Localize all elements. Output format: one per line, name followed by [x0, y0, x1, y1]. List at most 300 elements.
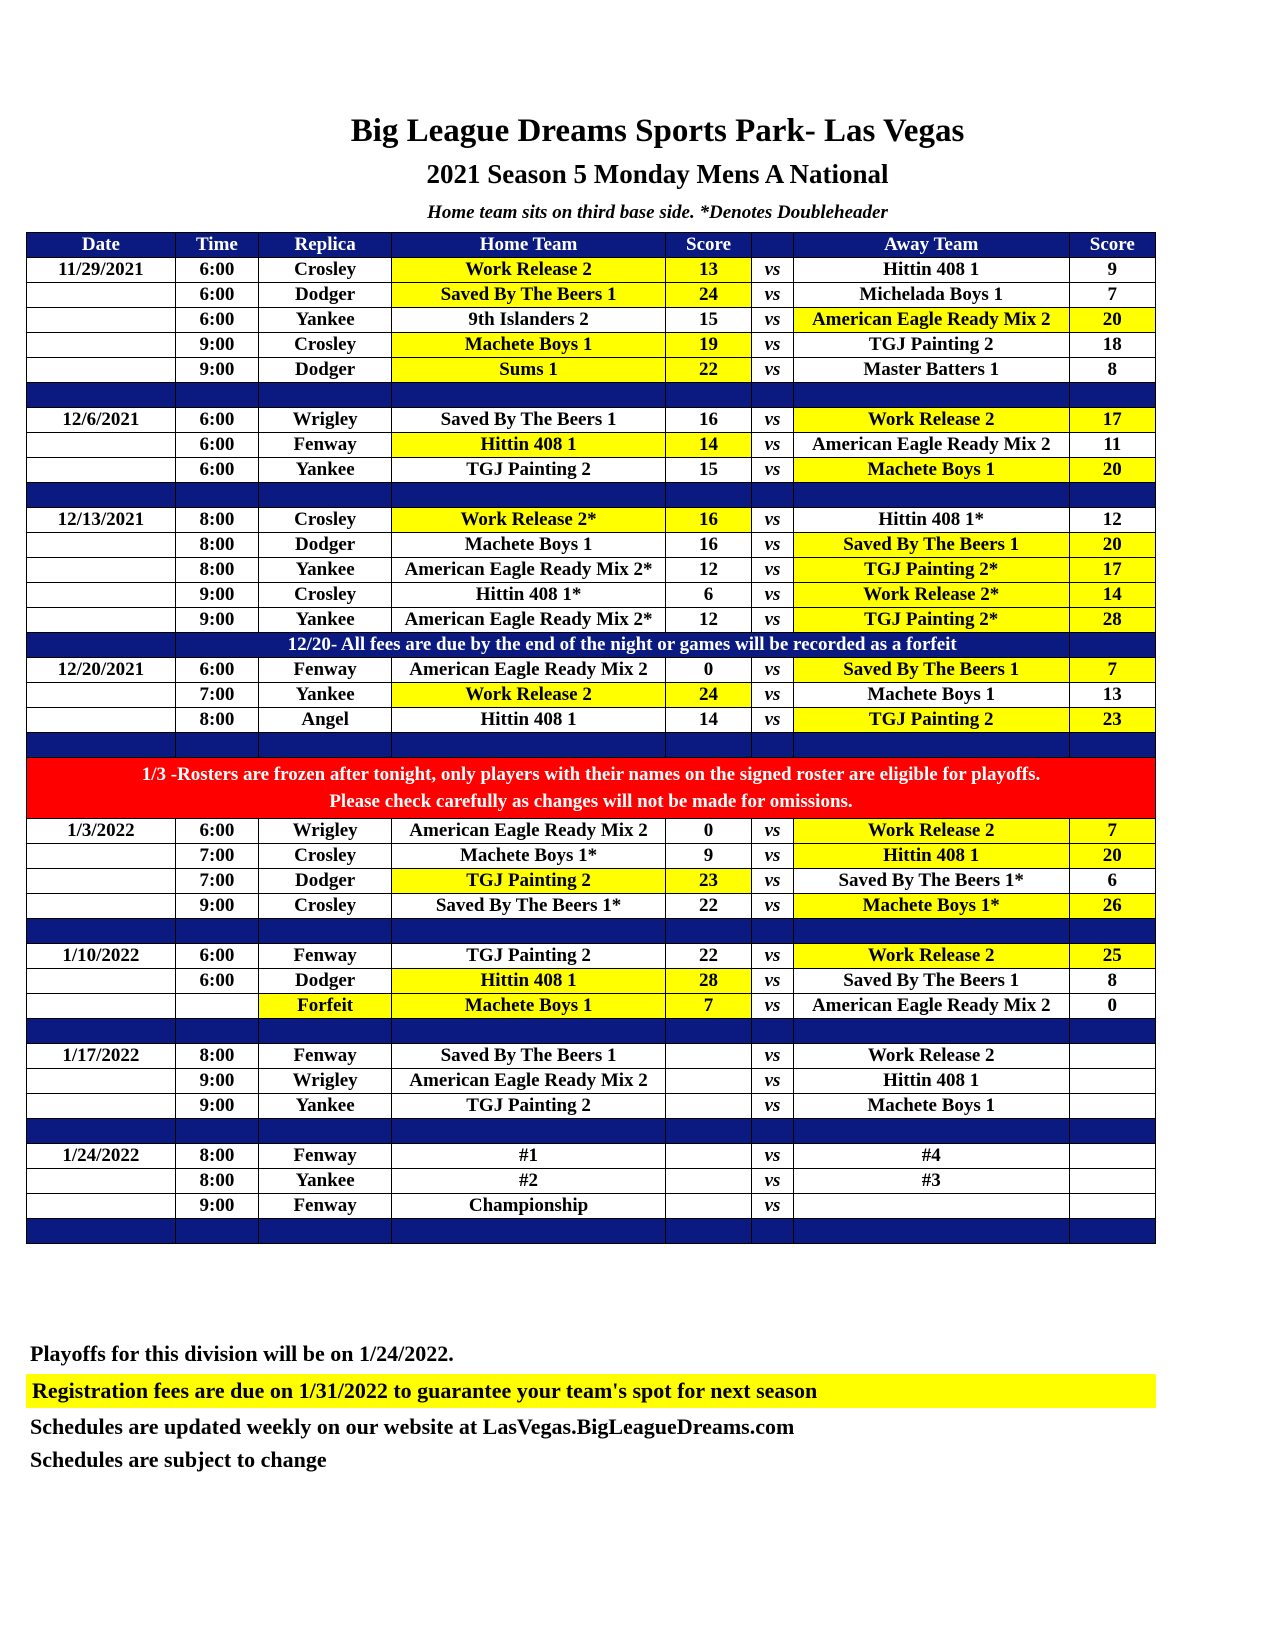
- vs-label: vs: [752, 819, 794, 844]
- home-score: 9: [665, 844, 751, 869]
- away-score: 28: [1069, 608, 1155, 633]
- game-field: Yankee: [259, 458, 392, 483]
- home-score: 16: [665, 508, 751, 533]
- home-team: Hittin 408 1: [392, 708, 666, 733]
- col-time: Time: [175, 233, 258, 258]
- separator-cell: [392, 1219, 666, 1244]
- separator-cell: [665, 383, 751, 408]
- game-date: [27, 358, 176, 383]
- game-time: 8:00: [175, 533, 258, 558]
- vs-label: vs: [752, 1094, 794, 1119]
- vs-label: vs: [752, 458, 794, 483]
- game-field: Yankee: [259, 1094, 392, 1119]
- doubleheader-note: Home team sits on third base side. *Denotes Doubleheader: [427, 202, 888, 223]
- game-field: Crosley: [259, 844, 392, 869]
- home-team: Saved By The Beers 1: [392, 1044, 666, 1069]
- home-score: 19: [665, 333, 751, 358]
- away-team: Machete Boys 1*: [793, 894, 1069, 919]
- away-score: [1069, 1144, 1155, 1169]
- game-row: [27, 969, 1156, 994]
- away-score: [1069, 1169, 1155, 1194]
- home-team: 9th Islanders 2: [392, 308, 666, 333]
- away-score: 11: [1069, 433, 1155, 458]
- home-score: 14: [665, 433, 751, 458]
- home-team: TGJ Painting 2: [392, 458, 666, 483]
- playoffs-note: Playoffs for this division will be on 1/24/2022.: [30, 1341, 454, 1366]
- separator-cell: [793, 1219, 1069, 1244]
- home-team: Machete Boys 1: [392, 994, 666, 1019]
- game-time: 6:00: [175, 969, 258, 994]
- game-time: 6:00: [175, 408, 258, 433]
- away-score: 17: [1069, 558, 1155, 583]
- separator-cell: [27, 919, 176, 944]
- separator-cell: [259, 1119, 392, 1144]
- game-field: Yankee: [259, 608, 392, 633]
- home-score: 7: [665, 994, 751, 1019]
- away-score: 14: [1069, 583, 1155, 608]
- home-team: TGJ Painting 2: [392, 1094, 666, 1119]
- separator-cell: [1069, 733, 1155, 758]
- game-time: 9:00: [175, 333, 258, 358]
- separator-cell: [752, 383, 794, 408]
- away-team: Work Release 2: [793, 944, 1069, 969]
- game-time: 9:00: [175, 1194, 258, 1219]
- separator-cell: [1069, 483, 1155, 508]
- home-score: 6: [665, 583, 751, 608]
- vs-label: vs: [752, 1144, 794, 1169]
- home-score: 16: [665, 533, 751, 558]
- game-row: [27, 558, 1156, 583]
- separator-cell: [27, 483, 176, 508]
- home-score: 16: [665, 408, 751, 433]
- game-date: [27, 433, 176, 458]
- game-time: 8:00: [175, 1169, 258, 1194]
- separator-row: [27, 919, 1156, 944]
- game-date: [27, 1094, 176, 1119]
- away-team: Hittin 408 1: [793, 1069, 1069, 1094]
- game-field: Fenway: [259, 944, 392, 969]
- game-date: [27, 308, 176, 333]
- game-time: 9:00: [175, 358, 258, 383]
- col-away-score: Score: [1069, 233, 1155, 258]
- game-row: [27, 944, 1156, 969]
- game-field: Fenway: [259, 1044, 392, 1069]
- game-field: Yankee: [259, 308, 392, 333]
- game-row: [27, 583, 1156, 608]
- game-time: [175, 994, 258, 1019]
- vs-label: vs: [752, 408, 794, 433]
- vs-label: vs: [752, 1169, 794, 1194]
- separator-cell: [175, 1219, 258, 1244]
- separator-cell: [752, 1019, 794, 1044]
- away-score: 26: [1069, 894, 1155, 919]
- away-team: American Eagle Ready Mix 2: [793, 994, 1069, 1019]
- game-date: [27, 844, 176, 869]
- game-date: [27, 533, 176, 558]
- separator-row: [27, 733, 1156, 758]
- game-row: [27, 894, 1156, 919]
- separator-cell: [1069, 383, 1155, 408]
- separator-cell: [392, 1019, 666, 1044]
- website-note: Schedules are updated weekly on our website at LasVegas.BigLeagueDreams.com: [30, 1414, 795, 1439]
- vs-label: vs: [752, 844, 794, 869]
- roster-alert: [27, 758, 1156, 819]
- game-field: Wrigley: [259, 1069, 392, 1094]
- game-date: [27, 994, 176, 1019]
- home-score: 24: [665, 283, 751, 308]
- separator-cell: [793, 733, 1069, 758]
- game-time: 8:00: [175, 1144, 258, 1169]
- game-field: Fenway: [259, 1144, 392, 1169]
- col-vs: [752, 233, 794, 258]
- home-team: Championship: [392, 1194, 666, 1219]
- home-score: 22: [665, 358, 751, 383]
- away-score: [1069, 1069, 1155, 1094]
- vs-label: vs: [752, 333, 794, 358]
- game-field: Dodger: [259, 869, 392, 894]
- separator-cell: [259, 733, 392, 758]
- fee-notice: 12/20- All fees are due by the end of the night or games will be recorded as a forfeit: [175, 633, 1069, 658]
- away-score: 18: [1069, 333, 1155, 358]
- away-team: TGJ Painting 2*: [793, 608, 1069, 633]
- away-team: [793, 1194, 1069, 1219]
- home-team: American Eagle Ready Mix 2: [392, 1069, 666, 1094]
- game-row: [27, 683, 1156, 708]
- game-time: 6:00: [175, 819, 258, 844]
- game-field: Yankee: [259, 1169, 392, 1194]
- home-score: [665, 1094, 751, 1119]
- separator-cell: [259, 1219, 392, 1244]
- game-time: 9:00: [175, 894, 258, 919]
- game-row: [27, 994, 1156, 1019]
- game-date: 12/13/2021: [27, 508, 176, 533]
- game-date: [27, 608, 176, 633]
- game-date: [27, 1194, 176, 1219]
- game-date: [27, 969, 176, 994]
- game-time: 7:00: [175, 844, 258, 869]
- separator-cell: [392, 383, 666, 408]
- game-row: [27, 869, 1156, 894]
- away-team: Saved By The Beers 1: [793, 658, 1069, 683]
- away-team: Hittin 408 1: [793, 844, 1069, 869]
- separator-cell: [175, 383, 258, 408]
- game-row: [27, 533, 1156, 558]
- home-score: 14: [665, 708, 751, 733]
- home-team: American Eagle Ready Mix 2*: [392, 558, 666, 583]
- separator-cell: [793, 1019, 1069, 1044]
- game-field: Angel: [259, 708, 392, 733]
- roster-alert-line2: Please check carefully as changes will not be made for omissions.: [329, 791, 853, 812]
- home-score: 24: [665, 683, 751, 708]
- away-score: 7: [1069, 658, 1155, 683]
- away-score: 13: [1069, 683, 1155, 708]
- schedule-body: [27, 258, 1156, 1244]
- game-date: 1/24/2022: [27, 1144, 176, 1169]
- away-team: TGJ Painting 2: [793, 708, 1069, 733]
- away-score: 23: [1069, 708, 1155, 733]
- game-time: 9:00: [175, 1094, 258, 1119]
- notice-row: [27, 633, 1156, 658]
- away-score: 7: [1069, 283, 1155, 308]
- page-subtitle: 2021 Season 5 Monday Mens A National: [426, 159, 889, 189]
- away-team: Saved By The Beers 1: [793, 533, 1069, 558]
- separator-cell: [175, 733, 258, 758]
- game-time: 8:00: [175, 508, 258, 533]
- separator-cell: [175, 483, 258, 508]
- game-field: Fenway: [259, 658, 392, 683]
- away-team: TGJ Painting 2: [793, 333, 1069, 358]
- game-time: 6:00: [175, 944, 258, 969]
- separator-row: [27, 1119, 1156, 1144]
- home-score: 22: [665, 944, 751, 969]
- game-time: 9:00: [175, 608, 258, 633]
- col-replica: Replica: [259, 233, 392, 258]
- game-time: 9:00: [175, 583, 258, 608]
- game-row: [27, 819, 1156, 844]
- vs-label: vs: [752, 708, 794, 733]
- vs-label: vs: [752, 944, 794, 969]
- away-score: 12: [1069, 508, 1155, 533]
- home-score: 0: [665, 819, 751, 844]
- away-team: Hittin 408 1*: [793, 508, 1069, 533]
- game-field: Yankee: [259, 683, 392, 708]
- game-field: Crosley: [259, 258, 392, 283]
- home-score: 22: [665, 894, 751, 919]
- separator-cell: [27, 383, 176, 408]
- vs-label: vs: [752, 994, 794, 1019]
- separator-cell: [1069, 919, 1155, 944]
- game-time: 9:00: [175, 1069, 258, 1094]
- away-team: #4: [793, 1144, 1069, 1169]
- game-date: [27, 708, 176, 733]
- away-score: 6: [1069, 869, 1155, 894]
- vs-label: vs: [752, 508, 794, 533]
- separator-cell: [1069, 1119, 1155, 1144]
- game-row: [27, 283, 1156, 308]
- game-row: [27, 408, 1156, 433]
- away-team: Michelada Boys 1: [793, 283, 1069, 308]
- game-row: [27, 658, 1156, 683]
- separator-cell: [392, 733, 666, 758]
- game-time: 6:00: [175, 283, 258, 308]
- game-row: [27, 1144, 1156, 1169]
- separator-row: [27, 1219, 1156, 1244]
- game-row: [27, 1094, 1156, 1119]
- separator-cell: [27, 1119, 176, 1144]
- game-date: [27, 1069, 176, 1094]
- separator-cell: [793, 483, 1069, 508]
- game-date: 12/6/2021: [27, 408, 176, 433]
- home-score: 12: [665, 608, 751, 633]
- home-score: 0: [665, 658, 751, 683]
- col-home-team: Home Team: [392, 233, 666, 258]
- home-score: 15: [665, 308, 751, 333]
- game-row: [27, 333, 1156, 358]
- vs-label: vs: [752, 608, 794, 633]
- separator-cell: [175, 1019, 258, 1044]
- away-team: Hittin 408 1: [793, 258, 1069, 283]
- game-row: [27, 508, 1156, 533]
- away-team: Machete Boys 1: [793, 1094, 1069, 1119]
- vs-label: vs: [752, 1069, 794, 1094]
- game-time: 6:00: [175, 308, 258, 333]
- separator-cell: [392, 1119, 666, 1144]
- vs-label: vs: [752, 533, 794, 558]
- col-home-score: Score: [665, 233, 751, 258]
- vs-label: vs: [752, 358, 794, 383]
- game-field: Forfeit: [259, 994, 392, 1019]
- game-date: 1/10/2022: [27, 944, 176, 969]
- separator-cell: [793, 383, 1069, 408]
- change-note: Schedules are subject to change: [30, 1447, 327, 1472]
- home-team: #2: [392, 1169, 666, 1194]
- away-score: 8: [1069, 969, 1155, 994]
- away-score: [1069, 1044, 1155, 1069]
- header-row: [27, 233, 1156, 258]
- home-team: #1: [392, 1144, 666, 1169]
- vs-label: vs: [752, 683, 794, 708]
- game-field: Wrigley: [259, 408, 392, 433]
- game-date: [27, 583, 176, 608]
- home-team: TGJ Painting 2: [392, 944, 666, 969]
- game-field: Fenway: [259, 433, 392, 458]
- home-team: Machete Boys 1: [392, 333, 666, 358]
- separator-row: [27, 483, 1156, 508]
- away-score: 20: [1069, 458, 1155, 483]
- away-score: 8: [1069, 358, 1155, 383]
- separator-cell: [259, 919, 392, 944]
- game-field: Dodger: [259, 283, 392, 308]
- separator-cell: [259, 383, 392, 408]
- home-score: [665, 1144, 751, 1169]
- separator-cell: [793, 919, 1069, 944]
- game-row: [27, 258, 1156, 283]
- game-time: 7:00: [175, 869, 258, 894]
- away-team: Master Batters 1: [793, 358, 1069, 383]
- home-team: American Eagle Ready Mix 2: [392, 658, 666, 683]
- game-time: 6:00: [175, 433, 258, 458]
- game-field: Crosley: [259, 508, 392, 533]
- home-team: Saved By The Beers 1: [392, 408, 666, 433]
- separator-cell: [752, 733, 794, 758]
- away-team: Work Release 2: [793, 408, 1069, 433]
- separator-cell: [175, 919, 258, 944]
- away-team: TGJ Painting 2*: [793, 558, 1069, 583]
- game-date: 12/20/2021: [27, 658, 176, 683]
- away-score: 7: [1069, 819, 1155, 844]
- vs-label: vs: [752, 969, 794, 994]
- separator-cell: [752, 1119, 794, 1144]
- home-team: Hittin 408 1*: [392, 583, 666, 608]
- away-team: Work Release 2*: [793, 583, 1069, 608]
- home-team: Work Release 2*: [392, 508, 666, 533]
- vs-label: vs: [752, 283, 794, 308]
- home-score: [665, 1169, 751, 1194]
- home-score: [665, 1194, 751, 1219]
- separator-cell: [752, 1219, 794, 1244]
- separator-cell: [27, 1219, 176, 1244]
- separator-cell: [259, 483, 392, 508]
- game-date: [27, 869, 176, 894]
- roster-alert-row: [27, 758, 1156, 819]
- away-score: 20: [1069, 308, 1155, 333]
- game-row: [27, 458, 1156, 483]
- separator-cell: [27, 633, 176, 658]
- vs-label: vs: [752, 1044, 794, 1069]
- separator-cell: [665, 1019, 751, 1044]
- away-team: Machete Boys 1: [793, 683, 1069, 708]
- col-away-team: Away Team: [793, 233, 1069, 258]
- home-team: Saved By The Beers 1: [392, 283, 666, 308]
- game-date: [27, 683, 176, 708]
- away-team: Saved By The Beers 1*: [793, 869, 1069, 894]
- away-team: Saved By The Beers 1: [793, 969, 1069, 994]
- separator-cell: [1069, 633, 1155, 658]
- game-date: [27, 283, 176, 308]
- home-team: Hittin 408 1: [392, 433, 666, 458]
- registration-note: Registration fees are due on 1/31/2022 to guarantee your team's spot for next season: [26, 1374, 1156, 1408]
- away-team: Work Release 2: [793, 1044, 1069, 1069]
- home-score: 28: [665, 969, 751, 994]
- game-field: Fenway: [259, 1194, 392, 1219]
- game-time: 6:00: [175, 458, 258, 483]
- home-score: 12: [665, 558, 751, 583]
- separator-cell: [27, 1019, 176, 1044]
- game-field: Crosley: [259, 333, 392, 358]
- home-team: American Eagle Ready Mix 2: [392, 819, 666, 844]
- home-team: Sums 1: [392, 358, 666, 383]
- home-team: Hittin 408 1: [392, 969, 666, 994]
- game-time: 6:00: [175, 258, 258, 283]
- game-row: [27, 1069, 1156, 1094]
- game-row: [27, 308, 1156, 333]
- game-row: [27, 608, 1156, 633]
- separator-cell: [27, 733, 176, 758]
- vs-label: vs: [752, 894, 794, 919]
- game-row: [27, 433, 1156, 458]
- game-field: Wrigley: [259, 819, 392, 844]
- vs-label: vs: [752, 258, 794, 283]
- game-field: Crosley: [259, 894, 392, 919]
- home-score: 23: [665, 869, 751, 894]
- away-team: American Eagle Ready Mix 2: [793, 308, 1069, 333]
- roster-alert-line1: 1/3 -Rosters are frozen after tonight, only players with their names on the signed roster are eligible for playoffs.: [141, 764, 1041, 785]
- away-team: American Eagle Ready Mix 2: [793, 433, 1069, 458]
- vs-label: vs: [752, 869, 794, 894]
- game-date: 1/17/2022: [27, 1044, 176, 1069]
- game-date: [27, 333, 176, 358]
- separator-cell: [752, 919, 794, 944]
- separator-cell: [392, 919, 666, 944]
- vs-label: vs: [752, 583, 794, 608]
- page-title: Big League Dreams Sports Park- Las Vegas: [350, 113, 965, 149]
- vs-label: vs: [752, 658, 794, 683]
- separator-cell: [793, 1119, 1069, 1144]
- away-score: 20: [1069, 844, 1155, 869]
- game-row: [27, 1194, 1156, 1219]
- game-date: 11/29/2021: [27, 258, 176, 283]
- home-team: TGJ Painting 2: [392, 869, 666, 894]
- away-score: 17: [1069, 408, 1155, 433]
- home-team: Work Release 2: [392, 258, 666, 283]
- game-field: Yankee: [259, 558, 392, 583]
- home-team: American Eagle Ready Mix 2*: [392, 608, 666, 633]
- separator-row: [27, 383, 1156, 408]
- separator-cell: [175, 1119, 258, 1144]
- game-date: [27, 558, 176, 583]
- separator-cell: [392, 483, 666, 508]
- vs-label: vs: [752, 558, 794, 583]
